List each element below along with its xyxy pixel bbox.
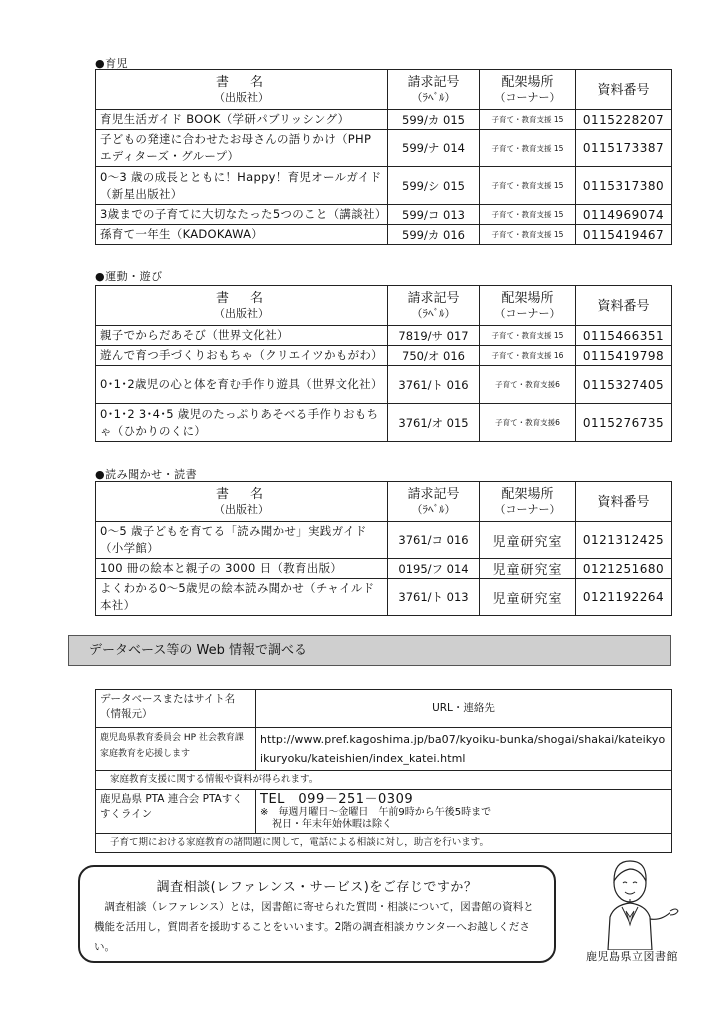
header-title: 書 名 （出版社） bbox=[96, 70, 388, 110]
header-location: 配架場所 （コーナー） bbox=[480, 286, 576, 326]
header-number: 資料番号 bbox=[576, 70, 672, 110]
reference-title: 調査相談(レファレンス・サービス)をご存じですか？ bbox=[156, 880, 478, 895]
reference-body: 調査相談（レファレンス）とは，図書館に寄せられた質問・相談について，図書館の資料と機能を活用し，質問者を援助することをいいます。2階の調査相談カウンターへお越しください。 bbox=[94, 901, 534, 953]
table-row: 孫育て一年生（KADOKAWA） 599/カ 016 子育て・教育支援 15 0115419467 bbox=[96, 225, 672, 245]
header-call: 請求記号 （ﾗﾍﾞﾙ） bbox=[388, 70, 480, 110]
table-row: 子どもの発達に合わせたお母さんの語りかけ（PHP エディターズ・グループ） 599/ナ 014 子育て・教育支援 15 0115173387 bbox=[96, 130, 672, 167]
section-heading-undou: ●運動・遊び bbox=[95, 270, 163, 283]
site1-note: 家庭教育支援に関する情報や資料が得られます。 bbox=[96, 771, 672, 790]
web-info-table bbox=[95, 689, 672, 853]
header-call: 請求記号 （ﾗﾍﾞﾙ） bbox=[388, 482, 480, 522]
table-row: 育児生活ガイド BOOK（学研パブリッシング） 599/カ 015 子育て・教育支援 15 0115228207 bbox=[96, 110, 672, 130]
book-table-ikuji bbox=[95, 69, 672, 245]
header-call: 請求記号 （ﾗﾍﾞﾙ） bbox=[388, 286, 480, 326]
table-row: 0～5 歳子どもを育てる「読み聞かせ」実践ガイド（小学館） 3761/コ 016 児童研究室 0121312425 bbox=[96, 522, 672, 559]
table-header-row bbox=[96, 482, 672, 522]
table-header-row bbox=[96, 70, 672, 110]
web-info-banner: データベース等の Web 情報で調べる bbox=[68, 635, 671, 666]
web-head-right: URL・連絡先 bbox=[256, 690, 672, 728]
section-heading-yomikikase: ●読み聞かせ・読書 bbox=[95, 468, 198, 481]
site2-tel: TEL 099－251－0309 bbox=[260, 792, 414, 807]
header-location: 配架場所 （コーナー） bbox=[480, 482, 576, 522]
site2-name: 鹿児島県 PTA 連合会 PTAすくすくライン bbox=[96, 790, 256, 834]
site1-url[interactable]: http://www.pref.kagoshima.jp/ba07/kyoiku-bunka/shogai/shakai/kateikyoikuryoku/kateishien/index_katei.html bbox=[256, 728, 672, 771]
book-table-yomikikase bbox=[95, 481, 672, 616]
table-row: よくわかる0～5歳児の絵本読み聞かせ（チャイルド本社） 3761/ト 013 児童研究室 0121192264 bbox=[96, 579, 672, 616]
reference-service-box bbox=[78, 865, 556, 963]
library-name: 鹿児島県立図書館 bbox=[586, 950, 678, 963]
header-number: 資料番号 bbox=[576, 482, 672, 522]
table-row: 3歳までの子育てに大切なたった5つのこと（講談社） 599/コ 013 子育て・教育支援 15 0114969074 bbox=[96, 205, 672, 225]
site1-name: 鹿児島県教育委員会 HP 社会教育課 家庭教育を応援します bbox=[96, 728, 256, 771]
table-row: 0･1･2 3･4･5 歳児のたっぷりあそべる手作りおもちゃ（ひかりのくに） 3761/オ 015 子育て・教育支援6 0115276735 bbox=[96, 404, 672, 442]
table-row: 0･1･2歳児の心と体を育む手作り遊具（世界文化社） 3761/ト 016 子育て・教育支援6 0115327405 bbox=[96, 366, 672, 404]
librarian-illustration bbox=[580, 855, 680, 950]
table-row: 0～3 歳の成長とともに！Happy！育児オールガイド（新星出版社） 599/シ 015 子育て・教育支援 15 0115317380 bbox=[96, 167, 672, 205]
table-row: 遊んで育つ手づくりおもちゃ（クリエイツかもがわ） 750/オ 016 子育て・教育支援 16 0115419798 bbox=[96, 346, 672, 366]
header-location: 配架場所 （コーナー） bbox=[480, 70, 576, 110]
table-row: 親子でからだあそび（世界文化社） 7819/サ 017 子育て・教育支援 15 0115466351 bbox=[96, 326, 672, 346]
table-row: 100 冊の絵本と親子の 3000 日（教育出版） 0195/フ 014 児童研究室 0121251680 bbox=[96, 559, 672, 579]
header-title: 書 名 （出版社） bbox=[96, 482, 388, 522]
header-title: 書 名 （出版社） bbox=[96, 286, 388, 326]
web-head-left: データベースまたはサイト名（情報元） bbox=[96, 690, 256, 728]
table-header-row bbox=[96, 286, 672, 326]
site2-holidays: 祝日・年末年始休暇は除く bbox=[272, 819, 392, 830]
site2-contact bbox=[256, 790, 672, 834]
header-number: 資料番号 bbox=[576, 286, 672, 326]
section-heading-ikuji: ●育児 bbox=[95, 57, 129, 70]
site2-hours: ※ 毎週月曜日～金曜日 午前9時から午後5時まで bbox=[260, 807, 492, 818]
book-table-undou bbox=[95, 285, 672, 442]
site2-note: 子育て期における家庭教育の諸問題に関して，電話による相談に対し，助言を行います。 bbox=[96, 834, 672, 853]
